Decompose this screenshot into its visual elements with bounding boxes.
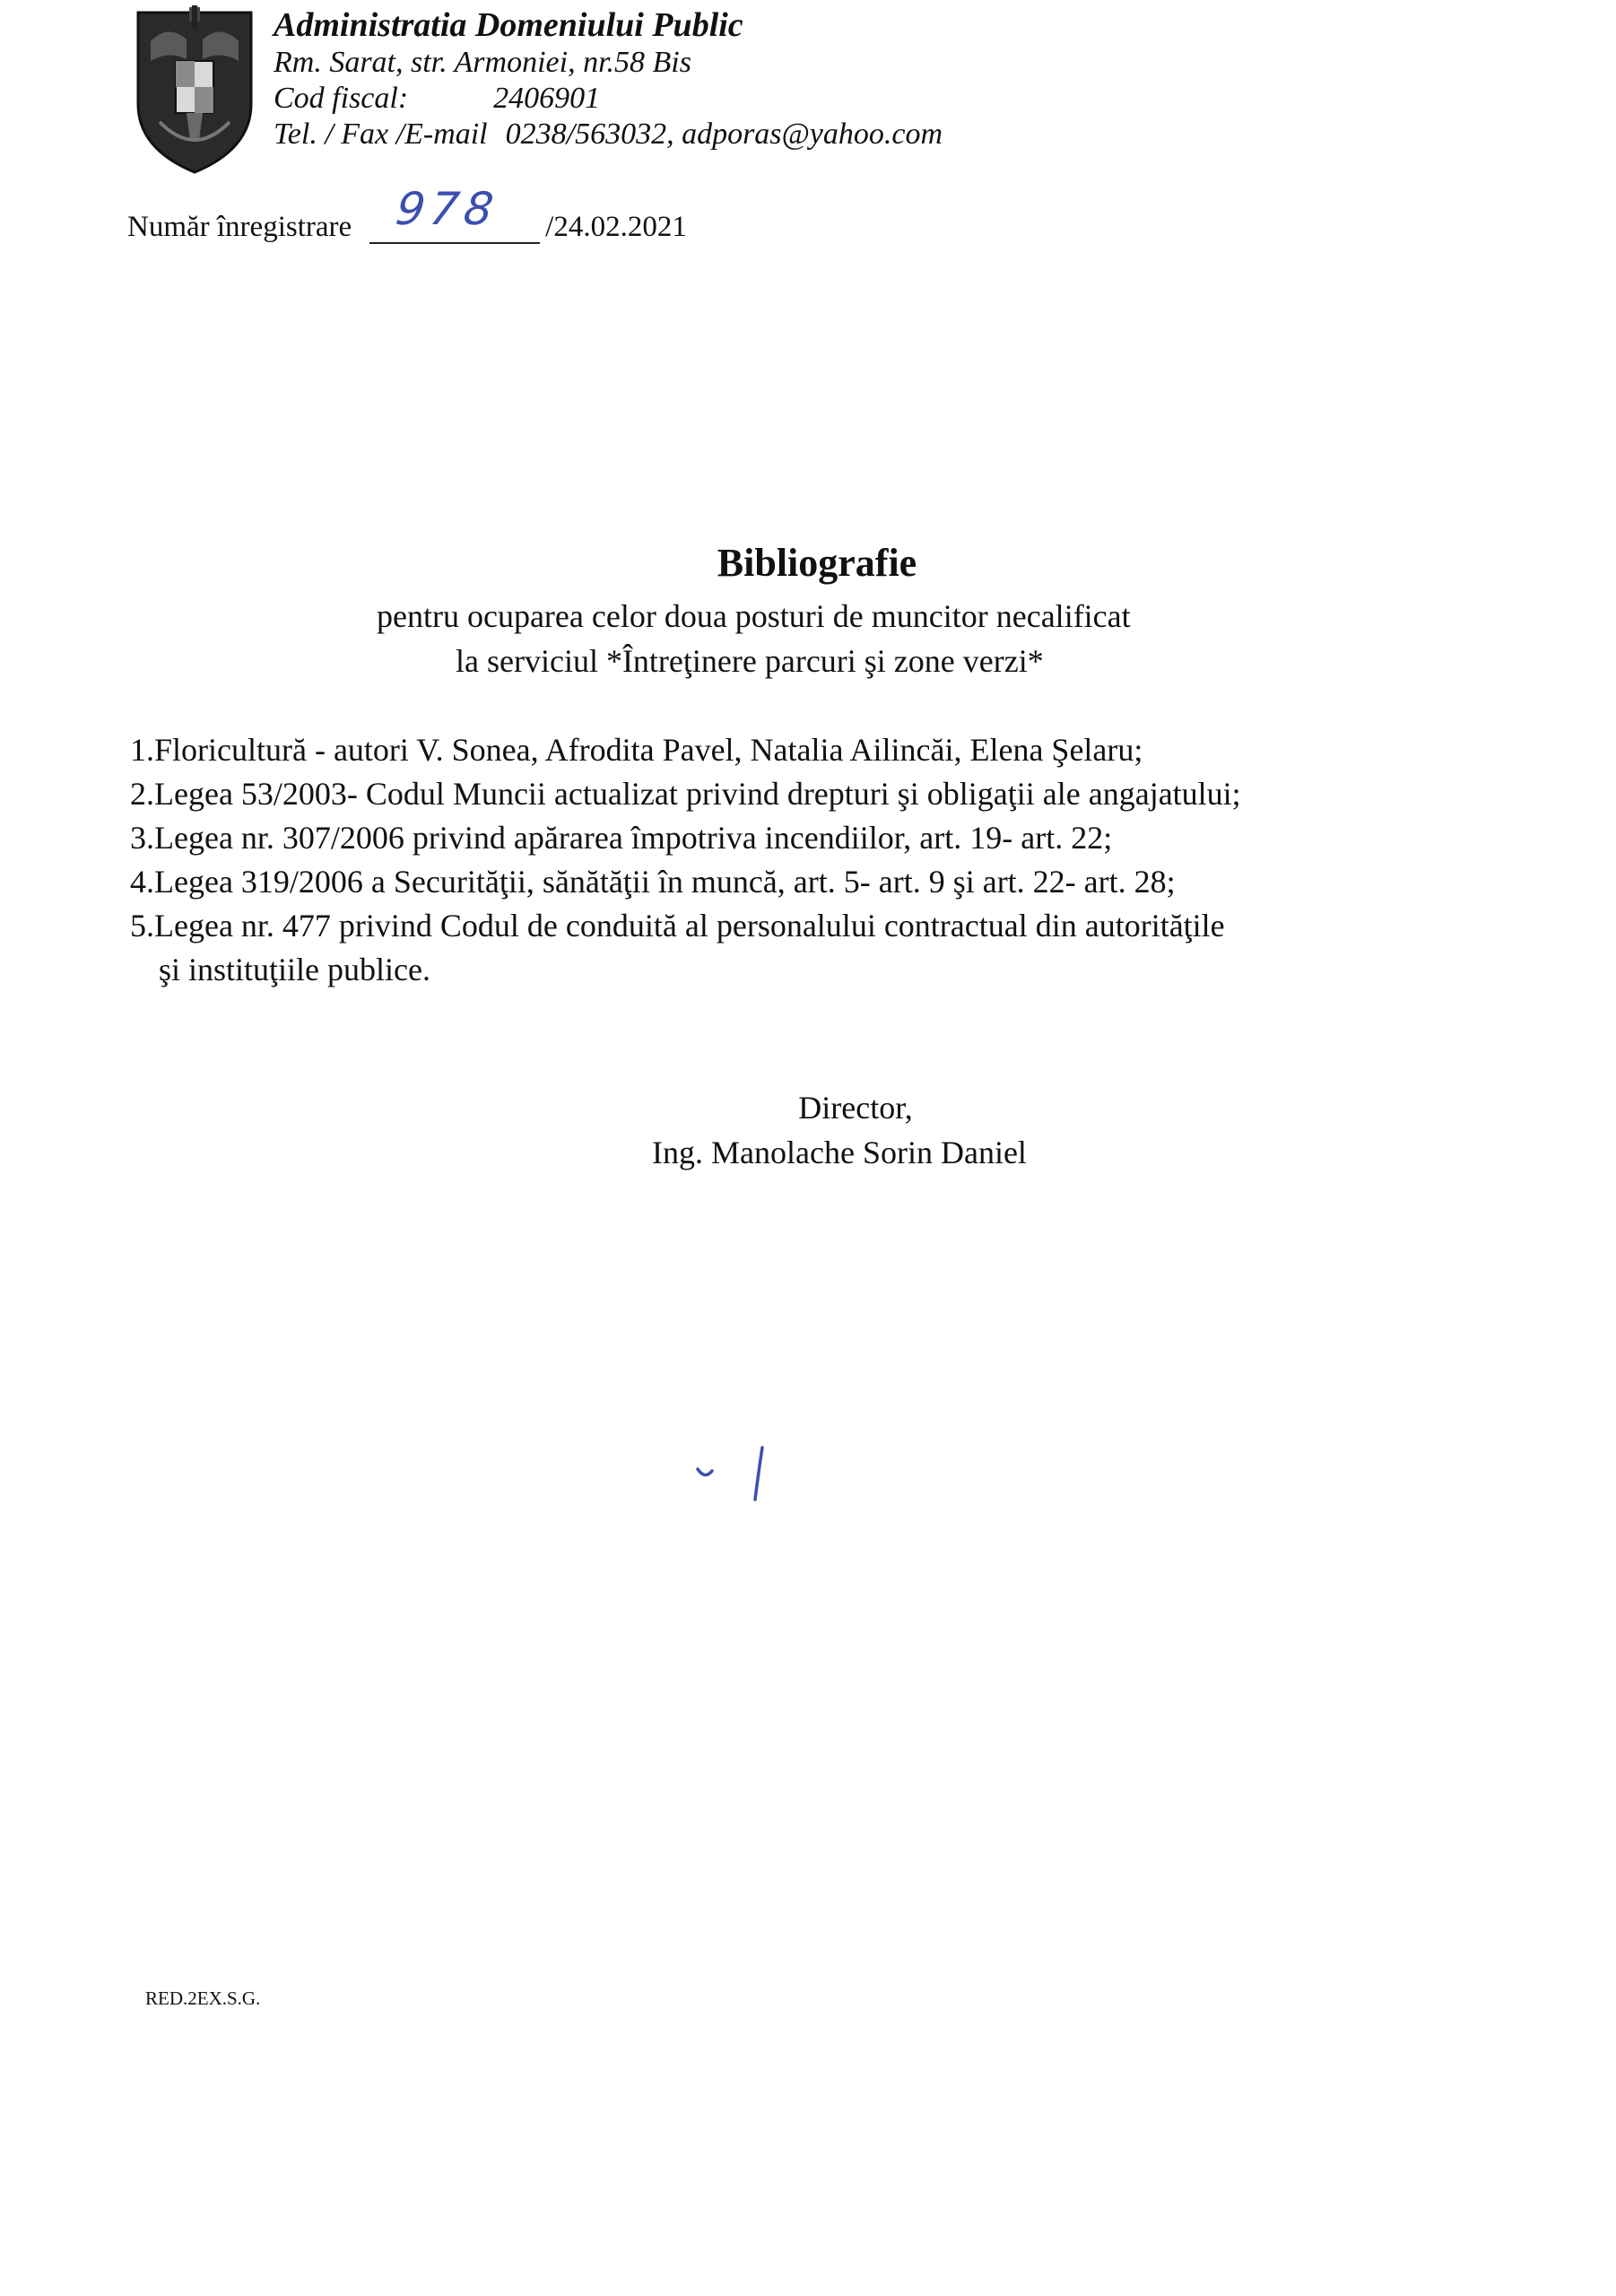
signatory-name: Ing. Manolache Sorin Daniel xyxy=(652,1135,1027,1170)
bibliography-list xyxy=(130,728,1241,992)
letterhead xyxy=(274,5,943,152)
organization-name: Administratia Domeniului Public xyxy=(274,6,743,44)
document-subtitle-line2: la serviciul *Întreţinere parcuri şi zone verzi* xyxy=(456,643,1044,679)
bibliography-item: 1.Floricultură - autori V. Sonea, Afrodita Pavel, Natalia Ailincăi, Elena Şelaru; xyxy=(130,732,1143,768)
document-title: Bibliografie xyxy=(717,541,917,585)
bibliography-item: 3.Legea nr. 307/2006 privind apărarea împotriva incendiilor, art. 19- art. 22; xyxy=(130,820,1113,856)
organization-address: Rm. Sarat, str. Armoniei, nr.58 Bis xyxy=(274,46,691,79)
handwritten-signature-mark xyxy=(691,1444,780,1516)
contact-label: Tel. / Fax /E-mail xyxy=(274,117,488,151)
bibliography-item: 2.Legea 53/2003- Codul Muncii actualizat privind drepturi şi obligaţii ale angajatului; xyxy=(130,776,1241,812)
fiscal-code-label: Cod fiscal: xyxy=(274,82,409,115)
registration-number-handwritten: 978 xyxy=(393,183,502,235)
coat-of-arms-icon xyxy=(133,5,256,176)
signature-block xyxy=(0,1085,1616,1175)
fiscal-code-row xyxy=(274,81,943,117)
bibliography-item-continuation: şi instituţiile publice. xyxy=(159,952,430,987)
registration-date: /24.02.2021 xyxy=(545,211,687,243)
bibliography-item: 5.Legea nr. 477 privind Codul de conduită al personalului contractual din autorităţile xyxy=(130,908,1225,944)
contact-value: 0238/563032, adporas@yahoo.com xyxy=(505,117,943,151)
contact-row xyxy=(274,117,943,152)
bibliography-item: 4.Legea 319/2006 a Securităţii, sănătăţii în muncă, art. 5- art. 9 şi art. 22- art. 28; xyxy=(130,864,1176,900)
registration-label: Număr înregistrare xyxy=(127,211,352,243)
fiscal-code-value: 2406901 xyxy=(493,82,601,115)
footer-reference: RED.2EX.S.G. xyxy=(145,1987,261,2009)
document-subtitle-line1: pentru ocuparea celor doua posturi de muncitor necalificat xyxy=(377,598,1131,634)
signatory-role: Director, xyxy=(798,1090,913,1126)
registration-number-field xyxy=(369,183,540,244)
registration-line xyxy=(127,183,687,244)
